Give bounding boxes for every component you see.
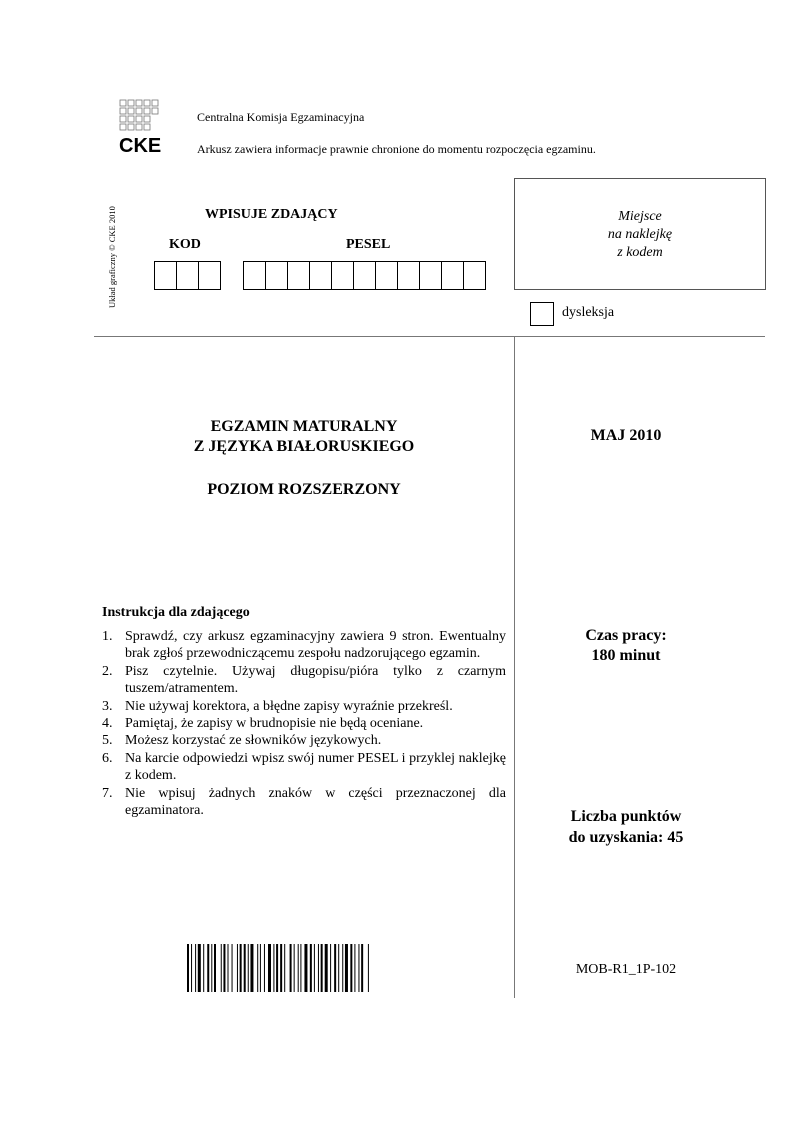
kod-label: KOD — [169, 237, 201, 252]
barcode-bar — [203, 944, 204, 992]
barcode-bar — [260, 944, 261, 992]
barcode-bar — [195, 944, 196, 992]
confidentiality-notice: Arkusz zawiera informacje prawnie chronione do momentu rozpoczęcia egzaminu. — [197, 142, 596, 156]
pesel-box[interactable] — [397, 261, 420, 290]
sticker-placeholder — [514, 178, 766, 290]
barcode-bar — [257, 944, 258, 992]
exam-title-line-1: EGZAMIN MATURALNY — [210, 418, 398, 435]
pesel-box[interactable] — [463, 261, 486, 290]
pesel-box[interactable] — [353, 261, 376, 290]
instruction-item — [102, 663, 506, 698]
candidate-section-title: WPISUJE ZDAJĄCY — [205, 207, 338, 222]
pesel-box[interactable] — [287, 261, 310, 290]
exam-level: POZIOM ROZSZERZONY — [207, 481, 401, 498]
barcode-bar — [280, 944, 282, 992]
barcode-bar — [290, 944, 292, 992]
barcode-bar — [248, 944, 249, 992]
exam-session: MAJ 2010 — [590, 427, 662, 444]
barcode-bar — [191, 944, 192, 992]
points-label: Liczba punktów — [570, 808, 682, 825]
instruction-text: Pamiętaj, że zapisy w brudnopisie nie będą oceniane. — [125, 716, 424, 732]
barcode-bar — [304, 944, 307, 992]
barcode-bar — [321, 944, 323, 992]
pesel-box[interactable] — [331, 261, 354, 290]
barcode-bar — [298, 944, 299, 992]
barcode-bar — [300, 944, 301, 992]
instruction-number: 6. — [102, 750, 113, 766]
kod-input-boxes[interactable] — [155, 261, 221, 290]
barcode-bar — [207, 944, 209, 992]
time-label: Czas pracy: — [585, 627, 667, 644]
instruction-text: Możesz korzystać ze słowników językowych. — [125, 733, 382, 749]
barcode-bar — [350, 944, 352, 992]
document-code: MOB-R1_1P-102 — [575, 962, 677, 977]
vertical-divider — [514, 336, 515, 998]
barcode-bar — [361, 944, 363, 992]
instruction-text: Pisz czytelnie. Używaj długopisu/pióra tylko z czarnym tuszem/atramentem. — [125, 663, 506, 697]
pesel-label: PESEL — [346, 237, 391, 252]
time-value: 180 minut — [591, 647, 661, 664]
sticker-line-2: na naklejkę — [607, 227, 673, 242]
barcode-bar — [294, 944, 295, 992]
instructions-heading: Instrukcja dla zdającego — [102, 605, 250, 620]
instruction-item — [102, 785, 506, 820]
barcode-bar — [284, 944, 285, 992]
barcode-bar — [310, 944, 312, 992]
barcode-bar — [244, 944, 246, 992]
instruction-item — [102, 715, 506, 732]
instruction-number: 3. — [102, 698, 113, 714]
pesel-box[interactable] — [265, 261, 288, 290]
cke-logo — [116, 98, 164, 154]
barcode-bar — [342, 944, 343, 992]
pesel-box[interactable] — [441, 261, 464, 290]
barcode — [187, 944, 419, 992]
pesel-box[interactable] — [309, 261, 332, 290]
barcode-bar — [338, 944, 339, 992]
instruction-text: Nie wpisuj żadnych znaków w części przeznaczonej dla egzaminatora. — [125, 785, 506, 819]
instruction-number: 4. — [102, 716, 113, 732]
barcode-bar — [228, 944, 229, 992]
instruction-text: Nie używaj korektora, a błędne zapisy wyraźnie przekreśl. — [125, 698, 453, 714]
barcode-bar — [334, 944, 336, 992]
barcode-bar — [345, 944, 348, 992]
horizontal-divider — [94, 336, 765, 337]
instruction-number: 2. — [102, 663, 113, 679]
sticker-line-1: Miejsce — [618, 209, 662, 224]
instruction-number: 7. — [102, 785, 113, 801]
barcode-bar — [214, 944, 216, 992]
kod-box[interactable] — [176, 261, 199, 290]
dyslexia-label: dysleksja — [562, 305, 615, 320]
barcode-bar — [223, 944, 225, 992]
instruction-text: Sprawdź, czy arkusz egzaminacyjny zawiera 9 stron. Ewentualny brak zgłoś przewodniczącemu zespołu nadzorującego egzamin. — [125, 629, 506, 662]
barcode-bar — [276, 944, 278, 992]
barcode-bar — [264, 944, 265, 992]
pesel-box[interactable] — [375, 261, 398, 290]
barcode-bar — [330, 944, 331, 992]
barcode-bar — [368, 944, 369, 992]
instructions-list — [102, 628, 506, 819]
points-value: do uzyskania: 45 — [568, 829, 684, 846]
barcode-bar — [358, 944, 359, 992]
pesel-box[interactable] — [419, 261, 442, 290]
instruction-text: Na karcie odpowiedzi wpisz swój numer PESEL i przyklej naklejkę z kodem. — [125, 750, 506, 784]
pesel-box[interactable] — [243, 261, 266, 290]
exam-title-line-2: Z JĘZYKA BIAŁORUSKIEGO — [193, 438, 415, 455]
instruction-item — [102, 698, 506, 715]
barcode-bar — [273, 944, 274, 992]
barcode-bar — [232, 944, 233, 992]
organization-name: Centralna Komisja Egzaminacyjna — [197, 110, 365, 124]
barcode-bar — [325, 944, 328, 992]
barcode-bar — [237, 944, 238, 992]
barcode-bar — [221, 944, 222, 992]
svg-text:CKE: CKE — [119, 135, 162, 154]
barcode-bar — [314, 944, 315, 992]
barcode-bar — [198, 944, 201, 992]
instruction-item — [102, 750, 506, 785]
kod-box[interactable] — [198, 261, 221, 290]
barcode-bar — [211, 944, 212, 992]
instruction-number: 1. — [102, 629, 113, 644]
sticker-line-3: z kodem — [617, 245, 663, 260]
barcode-bar — [354, 944, 355, 992]
barcode-bar — [250, 944, 253, 992]
instruction-item — [102, 628, 506, 663]
kod-box[interactable] — [154, 261, 177, 290]
instruction-number: 5. — [102, 733, 113, 749]
instruction-item — [102, 732, 506, 749]
barcode-bar — [187, 944, 189, 992]
pesel-input-boxes[interactable] — [244, 261, 486, 290]
dyslexia-checkbox[interactable] — [530, 302, 554, 326]
barcode-bar — [268, 944, 271, 992]
barcode-bar — [240, 944, 242, 992]
copyright-note: Układ graficzny © CKE 2010 — [107, 206, 117, 308]
barcode-bar — [318, 944, 319, 992]
